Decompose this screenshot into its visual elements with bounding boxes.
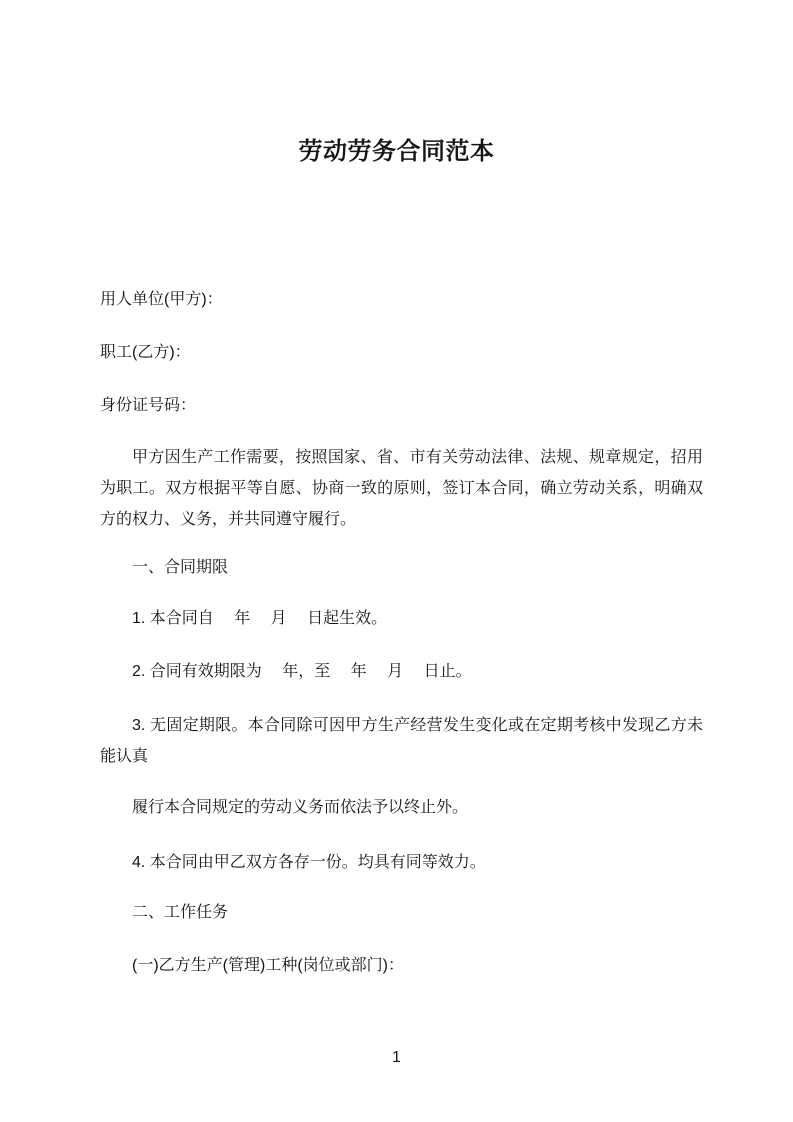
page-title: 劳动劳务合同范本	[298, 138, 495, 165]
clause-2-term-duration: 2. 合同有效期限为 年，至 年 月 日止。	[132, 663, 472, 680]
section-2-heading: 二、工作任务	[132, 904, 229, 921]
clause-3-continuation: 履行本合同规定的劳动义务而依法予以终止外。	[132, 799, 469, 816]
clause-4-copies: 4. 本合同由甲乙双方各存一份。均具有同等效力。	[132, 854, 486, 871]
clause-work-type: (一)乙方生产(管理)工种(岗位或部门)：	[132, 957, 404, 974]
page-number: 1	[392, 1049, 401, 1066]
section-1-heading: 一、合同期限	[132, 559, 229, 576]
clause-3-open-ended: 3. 无固定期限。本合同除可因甲方生产经营发生变化或在定期考核中发现乙方未能认真	[100, 717, 703, 765]
party-b-line: 职工(乙方)：	[100, 344, 191, 361]
party-a-line: 用人单位(甲方)：	[100, 291, 223, 308]
clause-1-term-start: 1. 本合同自 年 月 日起生效。	[132, 610, 388, 627]
id-number-line: 身份证号码：	[100, 397, 197, 414]
preamble-paragraph: 甲方因生产工作需要，按照国家、省、市有关劳动法律、法规、规章规定，招用为职工。双方根据平等自愿、协商一致的原则，签订本合同，确立劳动关系，明确双方的权力、义务，并共同遵守履行。	[100, 449, 703, 528]
